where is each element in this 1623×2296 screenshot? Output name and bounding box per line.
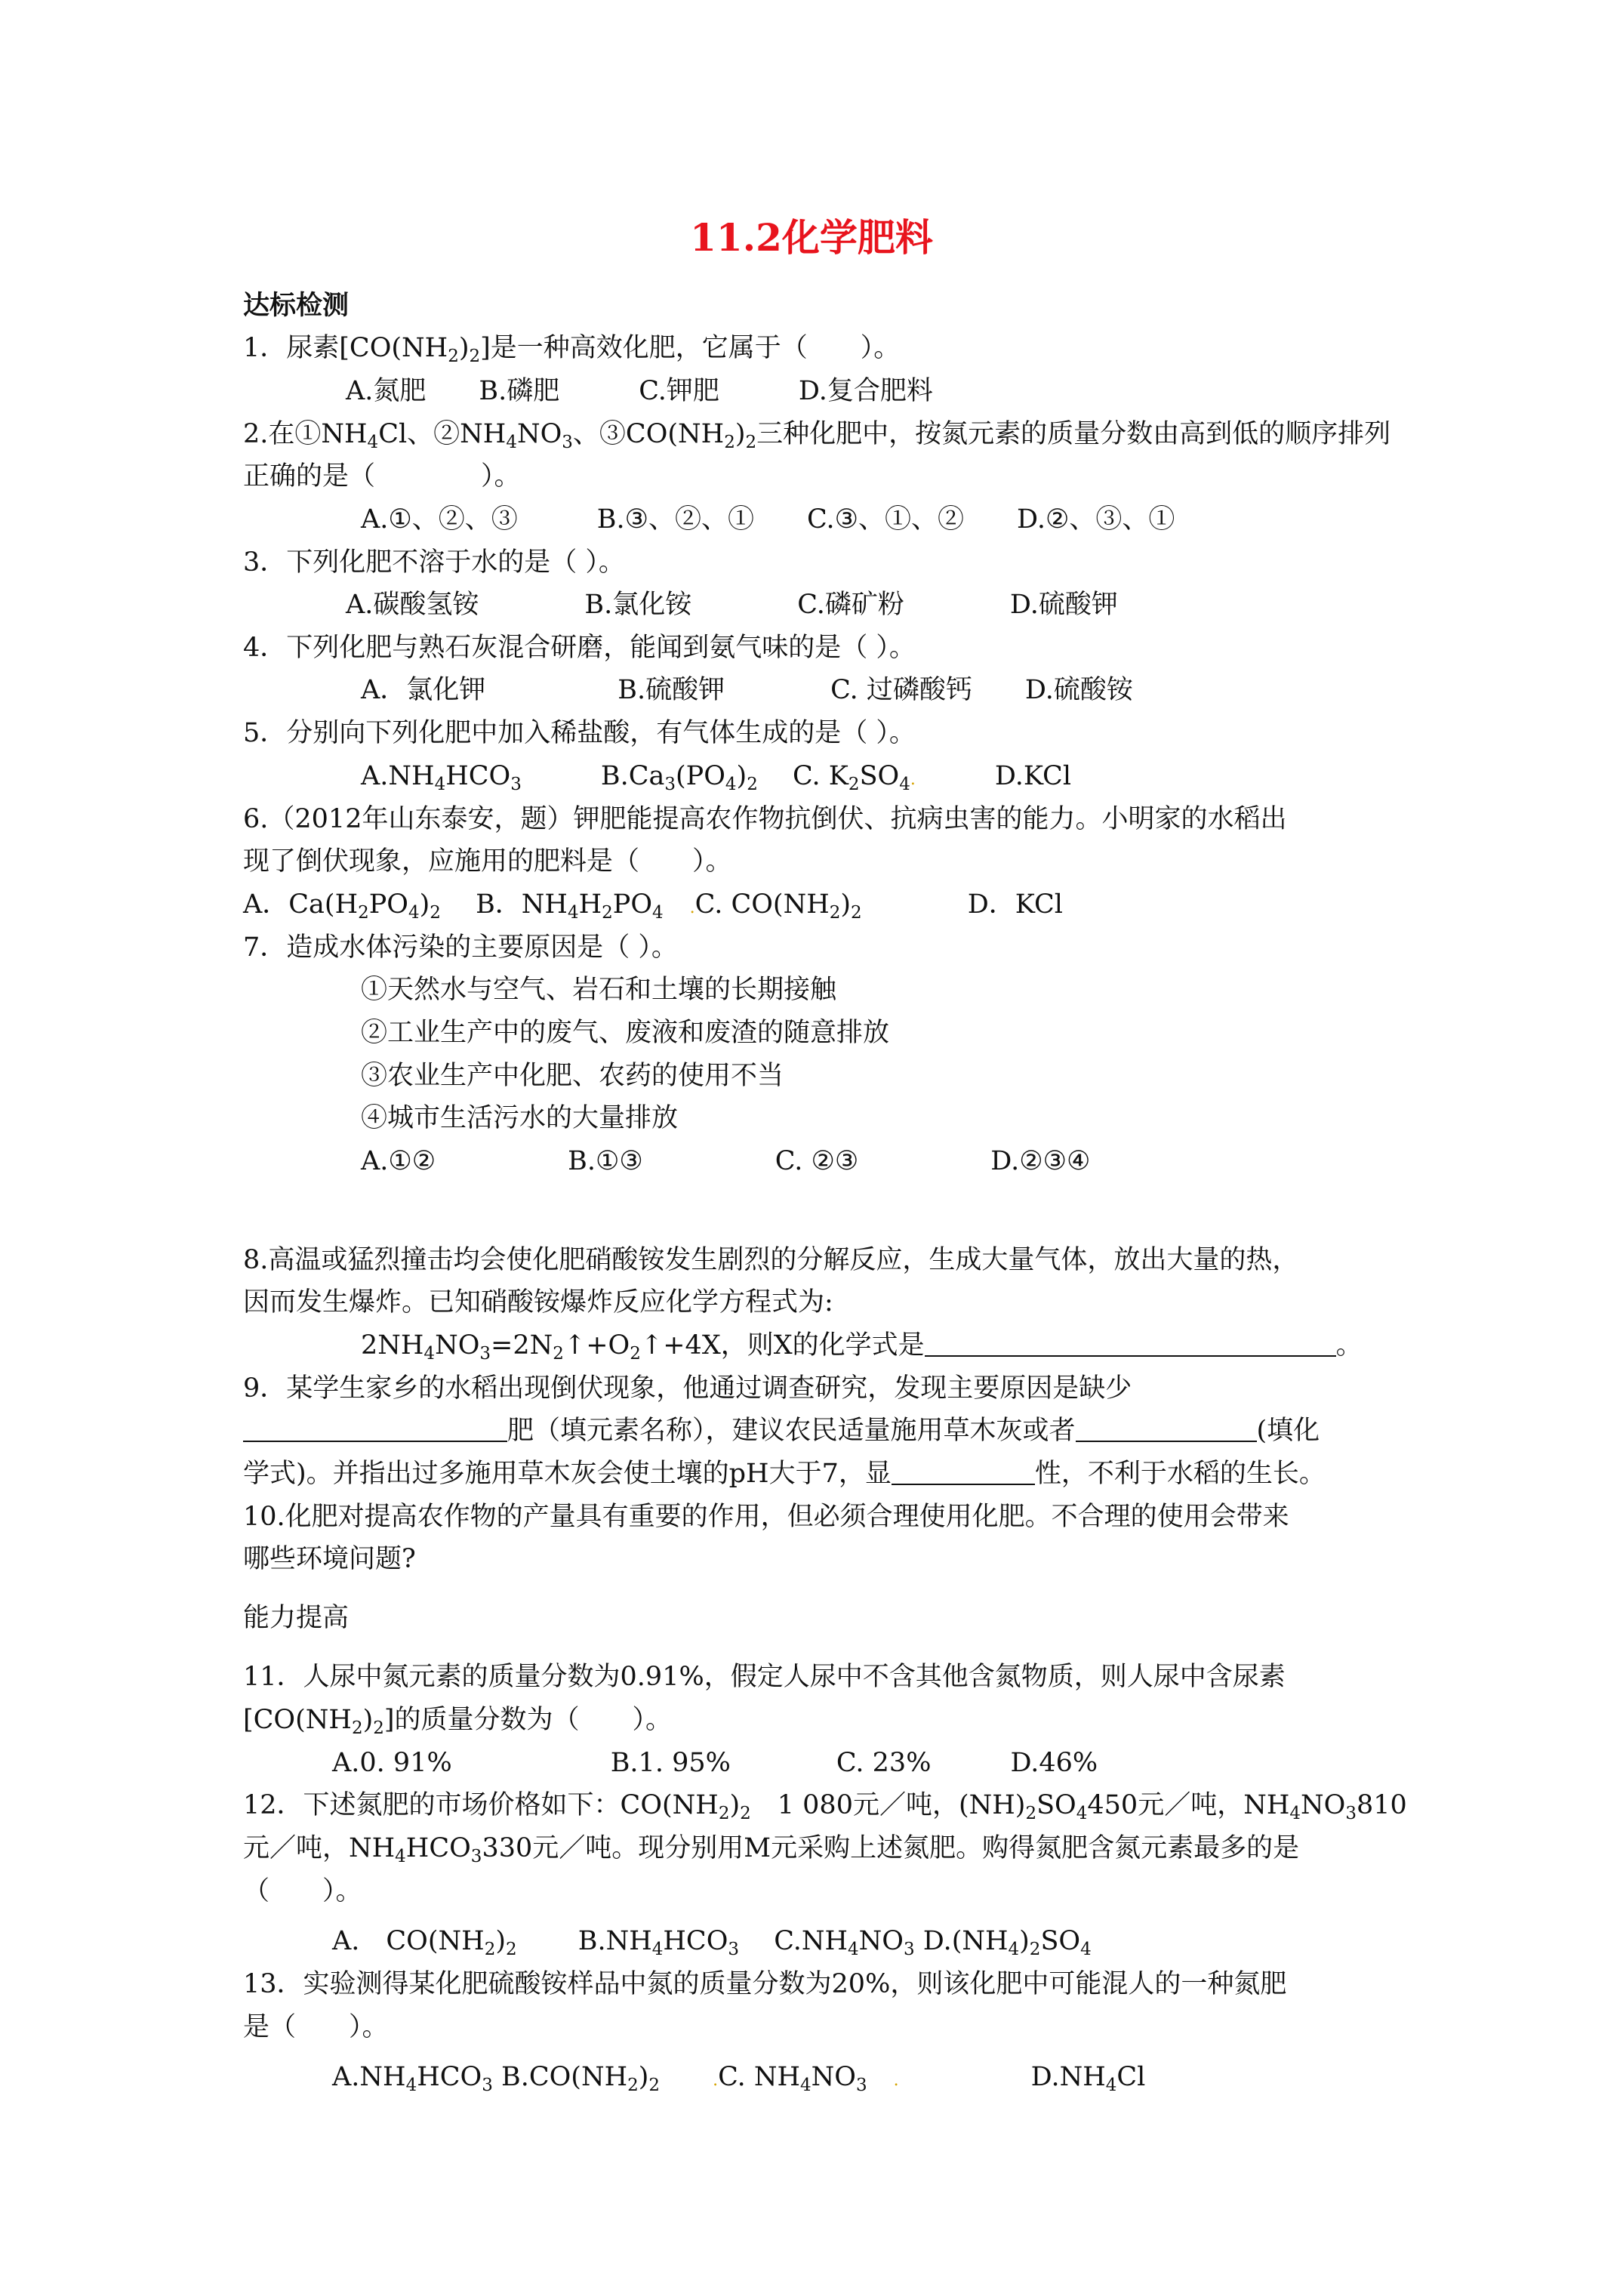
- question-10-stem-line2: 哪些环境问题?: [243, 1544, 416, 1574]
- question-11-options: A.0. 91% B.1. 95% C. 23% D.46%: [332, 1748, 1098, 1778]
- answer-blank[interactable]: [892, 1459, 1035, 1485]
- answer-blank[interactable]: [243, 1416, 507, 1442]
- question-9-stem-line2: 肥（填元素名称），建议农民适量施用草木灰或者 (填化: [243, 1413, 1320, 1448]
- question-11-stem: 11．人尿中氮元素的质量分数为0.91%，假定人尿中不含其他含氮物质，则人尿中含尿素: [243, 1662, 1286, 1692]
- question-7-item-4: ④城市生活污水的大量排放: [361, 1103, 679, 1133]
- question-6-options: A．$Ca(H_2PO_4)_2$ B．$NH_4H_2PO_4$ .C. $CO(NH_2)_2$ D．KCl: [243, 889, 1063, 923]
- question-2-options: A.①、②、③ B.③、②、① C.③、①、② D.②、③、①: [361, 504, 1175, 535]
- question-6-stem: 6.（2012年山东泰安，题）钾肥能提高农作物抗倒伏、抗病虫害的能力。小明家的水稻出: [243, 804, 1287, 834]
- page-title: 11.2化学肥料: [690, 215, 933, 260]
- question-2-stem: 2.在$①NH_4Cl$、$②NH_4NO_3$、$③CO(NH_2)_2$三种化肥中，按氮元素的质量分数由高到低的顺序排列: [243, 419, 1391, 452]
- question-4-stem: 4．下列化肥与熟石灰混合研磨，能闻到氨气味的是（ ）。: [243, 633, 916, 663]
- question-6-stem-line2: 现了倒伏现象，应施用的肥料是（ ）。: [243, 846, 732, 877]
- question-3-stem: 3．下列化肥不溶于水的是（ ）。: [243, 547, 625, 578]
- question-7-item-3: ③农业生产中化肥、农药的使用不当: [361, 1061, 784, 1091]
- stray-dot-mark: .: [713, 2071, 719, 2090]
- question-3-options: A.碳酸氢铵 B.氯化铵 C.磷矿粉 D.硫酸钾: [346, 590, 1118, 620]
- stray-dot-mark: .: [893, 2071, 899, 2090]
- question-11-stem-line2: $[CO(NH_2)_2]$的质量分数为（ ）。: [243, 1705, 673, 1738]
- question-5-options: $A.NH_4HCO_3$ $B.Ca_3(PO_4)_2$ C. $K_2SO_4$. D.KCl: [361, 761, 1072, 794]
- question-12-options: A. $CO(NH_2)_2$ $B.NH_4HCO_3$ $C.NH_4NO_3$ $D.(NH_4)_2SO_4$: [332, 1926, 1092, 1959]
- answer-blank[interactable]: [925, 1331, 1336, 1357]
- question-12-stem: 12．下述氮肥的市场价格如下：$CO(NH_2)_2$ 1 080元／吨，$(NH)_2SO_4450$元／吨，$NH_4NO_3810$: [243, 1790, 1407, 1823]
- question-13-options: $A.NH_4HCO_3$ $B.CO(NH_2)_2$ .C. $NH_4NO_3$ . $D.NH_4Cl$: [332, 2062, 1146, 2095]
- question-5-stem: 5．分别向下列化肥中加入稀盐酸，有气体生成的是（ ）。: [243, 718, 916, 748]
- question-9-stem-line3: 学式)。并指出过多施用草木灰会使土壤的pH大于7，显 性，不利于水稻的生长。: [243, 1459, 1326, 1489]
- stray-dot-mark: .: [689, 898, 695, 917]
- section-heading-basic: 达标检测: [243, 290, 350, 321]
- question-1-options: A.氮肥 B.磷肥 C.钾肥 D.复合肥料: [346, 376, 933, 406]
- question-12-stem-line2: 元／吨，$NH_4HCO_3330$元／吨。现分别用M元采购上述氮肥。购得氮肥含氮元素最多的是: [243, 1833, 1300, 1866]
- question-2-stem-line2: 正确的是（ ）。: [243, 461, 521, 492]
- question-8-equation: $2NH_4NO_3=2N_2↑+O_2↑+4X$，则X的化学式是 。: [361, 1330, 1363, 1364]
- question-7-stem: 7．造成水体污染的主要原因是（ ）。: [243, 932, 678, 963]
- section-heading-advanced: 能力提高: [243, 1603, 350, 1633]
- question-12-stem-line3: （ ）。: [243, 1876, 362, 1906]
- question-7-options: A.①② B.①③ C. ②③ D.②③④: [361, 1146, 1091, 1176]
- question-9-stem: 9．某学生家乡的水稻出现倒伏现象，他通过调查研究，发现主要原因是缺少: [243, 1373, 1132, 1404]
- question-1-stem: 1．尿素$[CO(NH_2)_2]$是一种高效化肥，它属于（ ）。: [243, 333, 901, 366]
- question-7-item-2: ②工业生产中的废气、废液和废渣的随意排放: [361, 1018, 890, 1048]
- question-4-options: A．氯化钾 B.硫酸钾 C. 过磷酸钙 D.硫酸铵: [361, 675, 1133, 705]
- question-13-stem-line2: 是（ ）。: [243, 2012, 389, 2042]
- stray-dot-mark: .: [910, 770, 916, 789]
- question-10-stem: 10.化肥对提高农作物的产量具有重要的作用，但必须合理使用化肥。不合理的使用会带来: [243, 1502, 1289, 1532]
- answer-blank[interactable]: [1076, 1416, 1257, 1442]
- question-8-stem: 8.高温或猛烈撞击均会使化肥硝酸铵发生剧烈的分解反应，生成大量气体，放出大量的热，: [243, 1245, 1299, 1275]
- question-8-stem-line2: 因而发生爆炸。已知硝酸铵爆炸反应化学方程式为:: [243, 1287, 833, 1318]
- question-13-stem: 13．实验测得某化肥硫酸铵样品中氮的质量分数为20%，则该化肥中可能混人的一种氮肥: [243, 1969, 1287, 1999]
- question-7-item-1: ①天然水与空气、岩石和土壤的长期接触: [361, 975, 837, 1005]
